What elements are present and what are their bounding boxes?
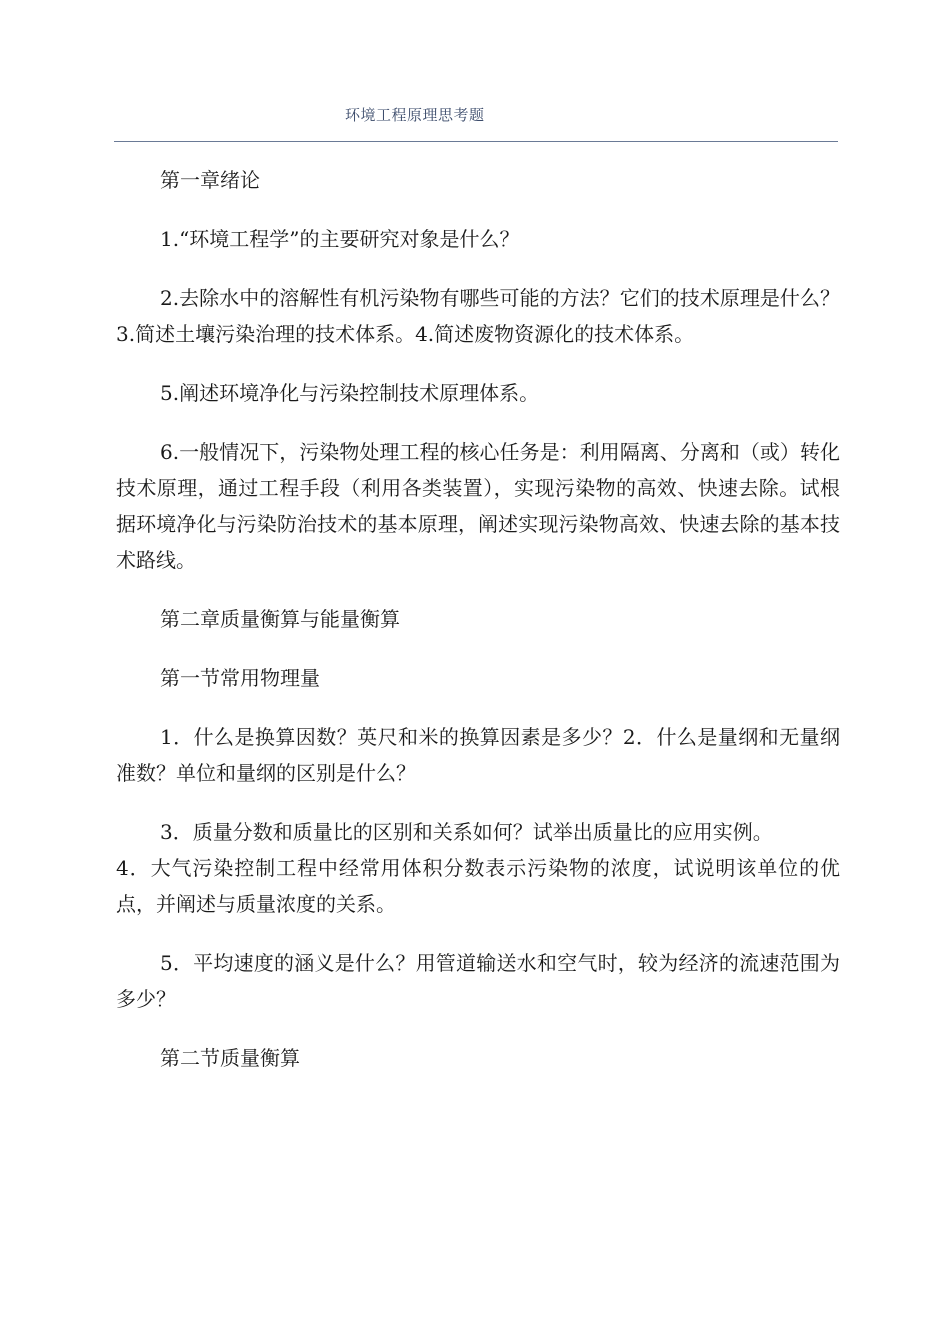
- header-divider: [114, 141, 838, 142]
- document-body: [116, 162, 840, 1099]
- question-paragraph: 6.一般情况下，污染物处理工程的核心任务是：利用隔离、分离和（或）转化技术原理，通过工程手段（利用各类装置），实现污染物的高效、快速去除。试根据环境净化与污染防治技术的基本原理，阐述实现污染物高效、快速去除的基本技术路线。: [116, 440, 840, 572]
- chapter-heading: 第二章质量衡算与能量衡算: [160, 607, 400, 631]
- question-paragraph: 5．平均速度的涵义是什么？用管道输送水和空气时，较为经济的流速范围为多少？: [116, 951, 840, 1011]
- chapter-heading: 第一章绪论: [160, 168, 260, 192]
- section-heading: 第一节常用物理量: [160, 666, 320, 690]
- question-paragraph: 5.阐述环境净化与污染控制技术原理体系。: [160, 381, 540, 405]
- question-paragraph: 1．什么是换算因数？英尺和米的换算因素是多少？2．什么是量纲和无量纲准数？单位和量纲的区别是什么？: [116, 725, 840, 785]
- question-paragraph: 2.去除水中的溶解性有机污染物有哪些可能的方法？它们的技术原理是什么？3.简述土壤污染治理的技术体系。4.简述废物资源化的技术体系。: [116, 286, 840, 346]
- question-paragraph: 3．质量分数和质量比的区别和关系如何？试举出质量比的应用实例。: [160, 820, 773, 844]
- page-header-title: 环境工程原理思考题: [345, 106, 485, 124]
- question-paragraph: 4．大气污染控制工程中经常用体积分数表示污染物的浓度，试说明该单位的优点，并阐述与质量浓度的关系。: [116, 856, 840, 916]
- question-paragraph: 1.“环境工程学”的主要研究对象是什么？: [160, 227, 520, 251]
- section-heading: 第二节质量衡算: [160, 1046, 300, 1070]
